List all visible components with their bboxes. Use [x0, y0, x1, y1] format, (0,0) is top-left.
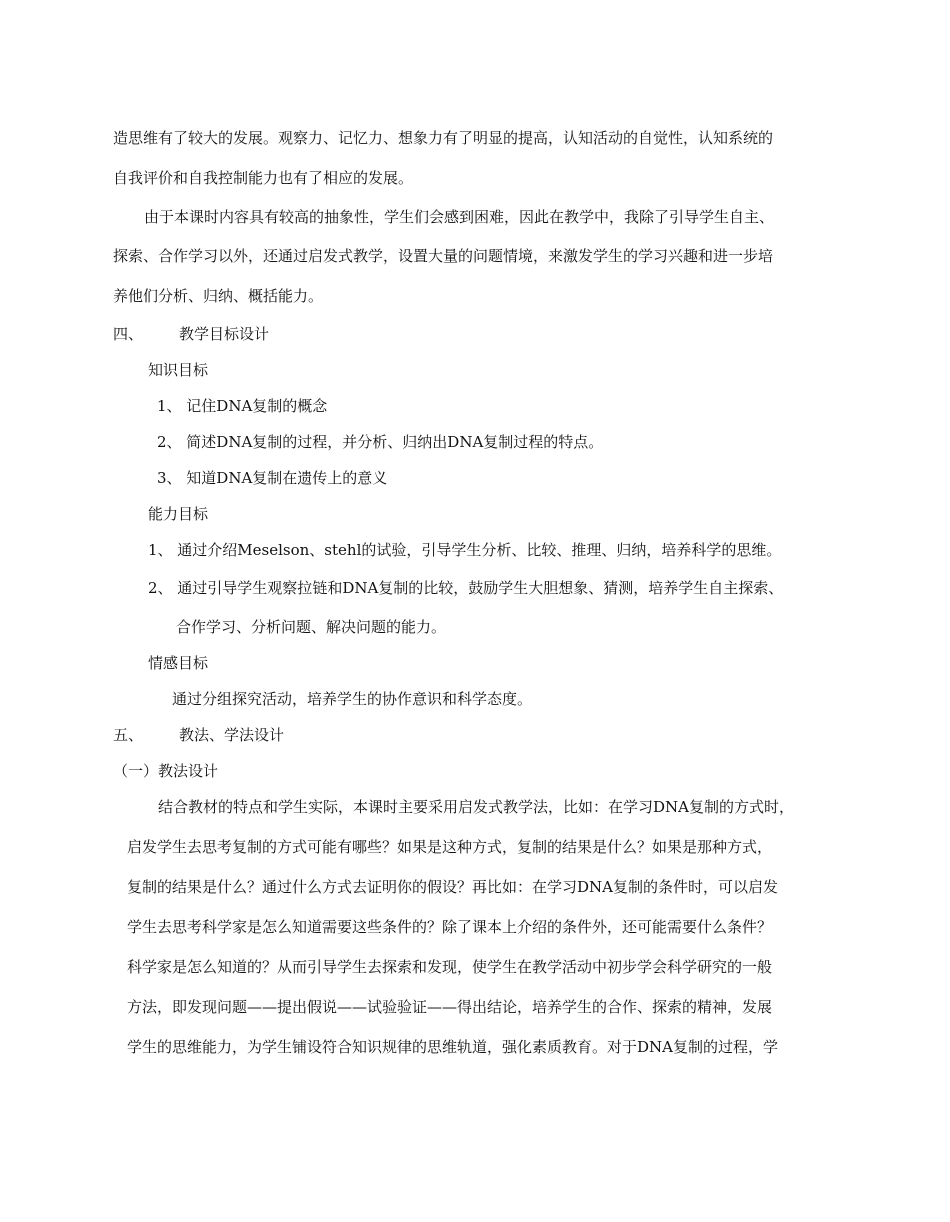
- paragraph-line: 自我评价和自我控制能力也有了相应的发展。: [113, 169, 414, 187]
- paragraph-line: 方法，即发现问题——提出假说——试验验证——得出结论，培养学生的合作、探索的精神，发展: [127, 998, 773, 1016]
- paragraph-line: 养他们分析、归纳、概括能力。: [113, 287, 324, 305]
- paragraph-line: 科学家是怎么知道的？从而引导学生去探索和发现，使学生在教学活动中初步学会科学研究的一般: [127, 958, 773, 976]
- list-item: 1、 记住DNA复制的概念: [157, 397, 328, 415]
- list-item: 3、 知道DNA复制在遗传上的意义: [157, 469, 388, 487]
- section-title: 教法、学法设计: [179, 726, 285, 744]
- subheading-ability: 能力目标: [148, 505, 209, 523]
- paragraph-line: 由于本课时内容具有较高的抽象性，学生们会感到困难，因此在教学中，我除了引导学生自主、: [144, 208, 775, 226]
- paragraph-line: 启发学生去思考复制的方式可能有哪些？如果是这种方式，复制的结果是什么？如果是那种方式，: [127, 838, 773, 856]
- list-item-continuation: 合作学习、分析问题、解决问题的能力。: [176, 618, 447, 636]
- paragraph-line: 造思维有了较大的发展。观察力、记忆力、想象力有了明显的提高，认知活动的自觉性，认知系统的: [113, 129, 774, 147]
- section-number: 四、: [113, 325, 144, 343]
- paragraph-line: 学生的思维能力，为学生铺设符合知识规律的思维轨道，强化素质教育。对于DNA复制的过程，学: [127, 1038, 778, 1056]
- paragraph-line: 复制的结果是什么？通过什么方式去证明你的假设？再比如：在学习DNA复制的条件时，可以启发: [127, 878, 778, 896]
- subheading-emotion: 情感目标: [148, 654, 209, 672]
- paragraph-line: 结合教材的特点和学生实际，本课时主要采用启发式教学法，比如：在学习DNA复制的方式时，: [158, 798, 794, 816]
- paragraph-line: 学生去思考科学家是怎么知道需要这些条件的？除了课本上介绍的条件外，还可能需要什么条件？: [127, 918, 773, 936]
- section-number: 五、: [113, 726, 144, 744]
- subsection-heading: （一）教法设计: [113, 762, 219, 780]
- list-item: 2、 通过引导学生观察拉链和DNA复制的比较，鼓励学生大胆想象、猜测，培养学生自主探索、: [148, 579, 784, 597]
- section-heading-4: [113, 324, 269, 344]
- list-item: 2、 简述DNA复制的过程，并分析、归纳出DNA复制过程的特点。: [157, 433, 604, 451]
- paragraph-line: 通过分组探究活动，培养学生的协作意识和科学态度。: [172, 690, 533, 708]
- section-heading-5: [113, 725, 284, 745]
- section-title: 教学目标设计: [179, 325, 270, 343]
- subheading-knowledge: 知识目标: [148, 361, 209, 379]
- paragraph-line: 探索、合作学习以外，还通过启发式教学，设置大量的问题情境，来激发学生的学习兴趣和进一步培: [113, 247, 774, 265]
- list-item: 1、 通过介绍Meselson、stehl的试验，引导学生分析、比较、推理、归纳，培养科学的思维。: [148, 541, 782, 559]
